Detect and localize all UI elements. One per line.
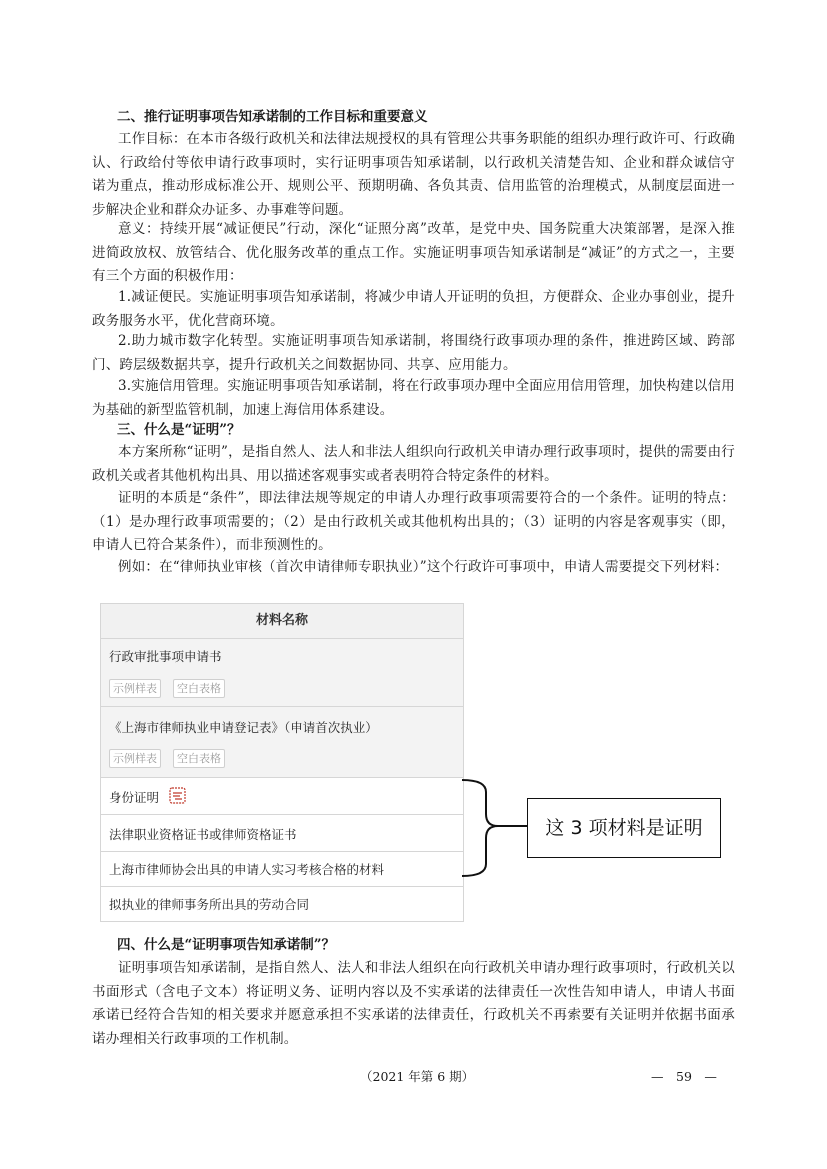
section4-heading: 四、什么是“证明事项告知承诺制”？ <box>117 937 336 953</box>
section2-significance-paragraph: 意义：持续开展“减证便民”行动，深化“证照分离”改革，是党中央、国务院重大决策部署，是深入推进简政放权、放管结合、优化服务改革的重点工作。实施证明事项告知承诺制是“减证”的方式之一，主要有三个方面的积极作用： <box>92 221 735 284</box>
section3-essence-paragraph: 证明的本质是“条件”，即法律法规等规定的申请人办理行政事项需要符合的一个条件。证明的特点：（1）是办理行政事项需要的；（2）是由行政机关或其他机构出具的；（3）证明的内容是客观事实（即，申请人已符合某条件），而非预测性的。 <box>92 490 735 553</box>
material-label: 《上海市律师执业申请登记表》（申请首次执业） <box>109 720 378 735</box>
table-row <box>101 852 463 887</box>
sample-form-button[interactable]: 示例样表 <box>109 749 161 768</box>
table-header: 材料名称 <box>101 604 463 639</box>
section3-heading: 三、什么是“证明”？ <box>117 422 241 438</box>
section3-example-paragraph: 例如：在“律师执业审核（首次申请律师专职执业）”这个行政许可事项中，申请人需要提交下列材料： <box>118 559 729 575</box>
materials-table <box>100 603 464 922</box>
table-row <box>101 778 463 815</box>
table-row <box>101 887 463 920</box>
issue-number: （2021 年第 6 期） <box>360 1069 475 1084</box>
material-label: 上海市律师协会出具的申请人实习考核合格的材料 <box>109 862 385 877</box>
table-row <box>101 639 463 707</box>
table-row <box>101 815 463 852</box>
sample-form-button[interactable]: 示例样表 <box>109 679 161 698</box>
table-row <box>101 707 463 778</box>
section2-item1: 1.减证便民。实施证明事项告知承诺制，将减少申请人开证明的负担，方便群众、企业办事创业，提升政务服务水平，优化营商环境。 <box>92 289 735 329</box>
material-label: 拟执业的律师事务所出具的劳动合同 <box>109 897 310 912</box>
section2-heading: 二、推行证明事项告知承诺制的工作目标和重要意义 <box>117 109 428 125</box>
section2-item3: 3.实施信用管理。实施证明事项告知承诺制，将在行政事项办理中全面应用信用管理，加快构建以信用为基础的新型监管机制，加速上海信用体系建设。 <box>92 378 735 418</box>
material-label: 法律职业资格证书或律师资格证书 <box>109 827 297 842</box>
material-label: 身份证明 <box>109 790 160 805</box>
exemption-stamp-icon <box>169 787 186 804</box>
blank-form-button[interactable]: 空白表格 <box>173 749 225 768</box>
page-number: — 59 — <box>651 1069 717 1084</box>
material-label: 行政审批事项申请书 <box>109 649 222 664</box>
blank-form-button[interactable]: 空白表格 <box>173 679 225 698</box>
section3-definition-paragraph: 本方案所称“证明”，是指自然人、法人和非法人组织向行政机关申请办理行政事项时，提供的需要由行政机关或者其他机构出具、用以描述客观事实或者表明符合特定条件的材料。 <box>92 444 736 484</box>
section2-item2: 2.助力城市数字化转型。实施证明事项告知承诺制，将围绕行政事项办理的条件，推进跨区域、跨部门、跨层级数据共享，提升行政机关之间数据协同、共享、应用能力。 <box>92 333 735 373</box>
callout-box: 这 3 项材料是证明 <box>527 798 721 858</box>
section2-goal-paragraph: 工作目标：在本市各级行政机关和法律法规授权的具有管理公共事务职能的组织办理行政许可、行政确认、行政给付等依申请行政事项时，实行证明事项告知承诺制，以行政机关清楚告知、企业和群众诚信守诺为重点，推动形成标准公开、规则公平、预期明确、各负其责、信用监管的治理模式，从制度层面进一步解决企业和群众办证多、办事难等问题。 <box>92 131 735 218</box>
section4-definition-paragraph: 证明事项告知承诺制，是指自然人、法人和非法人组织在向行政机关申请办理行政事项时，行政机关以书面形式（含电子文本）将证明义务、证明内容以及不实承诺的法律责任一次性告知申请人，申请人书面承诺已经符合告知的相关要求并愿意承担不实承诺的法律责任，行政机关不再索要有关证明并依据书面承诺办理相关行政事项的工作机制。 <box>92 960 735 1047</box>
